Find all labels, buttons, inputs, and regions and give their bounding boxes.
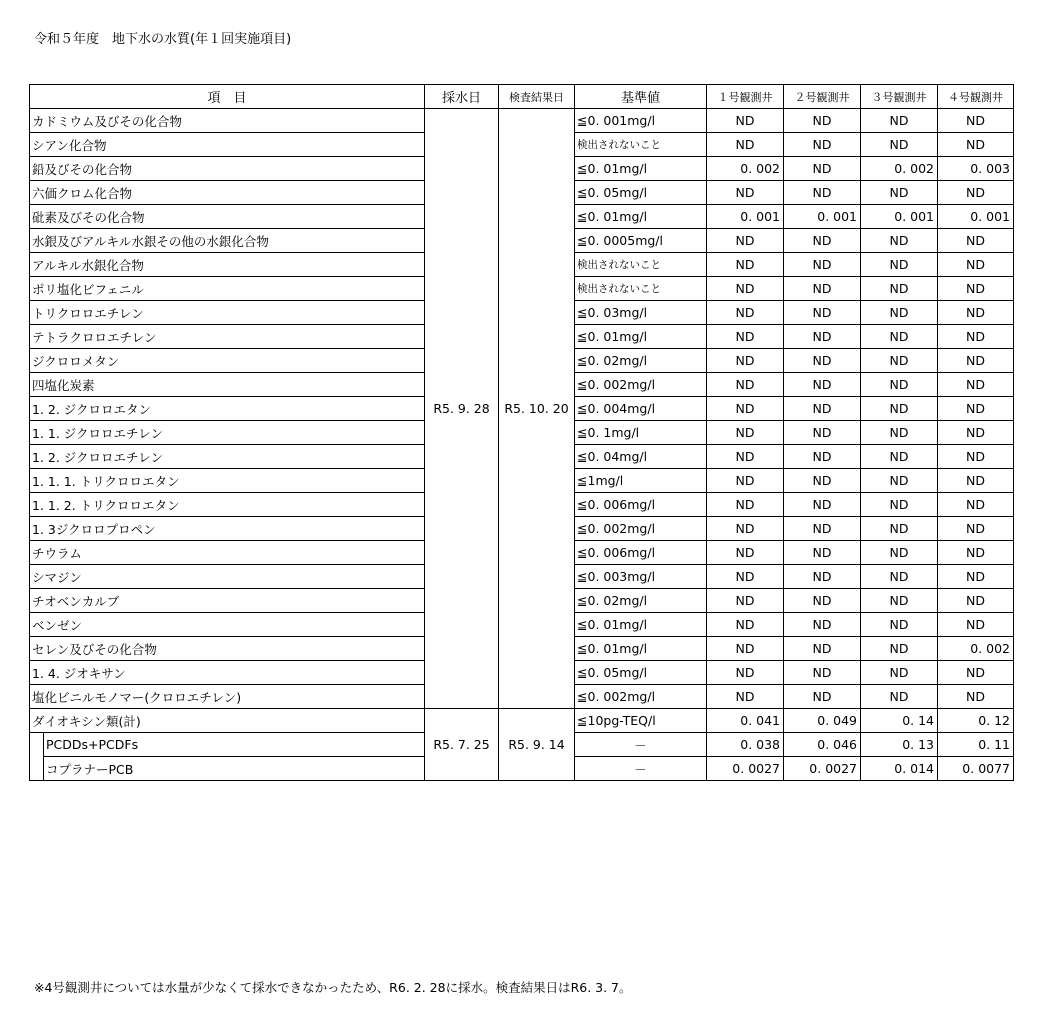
- item-name: チウラム: [30, 541, 425, 565]
- standard-value: ≦0. 01mg/l: [575, 613, 707, 637]
- table-row: [30, 709, 1014, 733]
- well-2-value: ND: [784, 181, 861, 205]
- item-name: 1. 4. ジオキサン: [30, 661, 425, 685]
- well-1-value: ND: [707, 253, 784, 277]
- item-name: カドミウム及びその化合物: [30, 109, 425, 133]
- well-2-value: ND: [784, 445, 861, 469]
- standard-value: ≦0. 05mg/l: [575, 181, 707, 205]
- well-3-value: ND: [861, 661, 938, 685]
- well-2-value: ND: [784, 301, 861, 325]
- well-1-value: ND: [707, 517, 784, 541]
- well-3-value: 0. 13: [861, 733, 938, 757]
- well-4-value: 0. 002: [938, 637, 1014, 661]
- well-1-value: ND: [707, 181, 784, 205]
- well-3-value: ND: [861, 373, 938, 397]
- well-3-value: ND: [861, 325, 938, 349]
- standard-value: ≦0. 003mg/l: [575, 565, 707, 589]
- standard-value: ≦1mg/l: [575, 469, 707, 493]
- item-name: テトラクロロエチレン: [30, 325, 425, 349]
- page-title: 令和５年度 地下水の水質(年１回実施項目): [34, 32, 292, 47]
- well-4-value: ND: [938, 397, 1014, 421]
- standard-value: ≦0. 002mg/l: [575, 373, 707, 397]
- standard-value: ≦0. 01mg/l: [575, 157, 707, 181]
- footnote: ※4号観測井については水量が少なくて採水できなかったため、R6. 2. 28に採水。検査結果日はR6. 3. 7。: [34, 980, 632, 995]
- well-3-value: ND: [861, 181, 938, 205]
- well-2-value: ND: [784, 157, 861, 181]
- item-name: セレン及びその化合物: [30, 637, 425, 661]
- header-item: 項 目: [30, 85, 425, 109]
- well-4-value: ND: [938, 373, 1014, 397]
- item-name: シマジン: [30, 565, 425, 589]
- well-3-value: ND: [861, 301, 938, 325]
- item-name: アルキル水銀化合物: [30, 253, 425, 277]
- standard-value: ≦0. 006mg/l: [575, 493, 707, 517]
- well-3-value: ND: [861, 469, 938, 493]
- item-name: 1. 1. 1. トリクロロエタン: [30, 469, 425, 493]
- item-name: チオベンカルブ: [30, 589, 425, 613]
- result-date: R5. 9. 14: [499, 709, 575, 781]
- well-4-value: ND: [938, 565, 1014, 589]
- well-4-value: ND: [938, 277, 1014, 301]
- well-1-value: ND: [707, 493, 784, 517]
- well-1-value: ND: [707, 661, 784, 685]
- well-4-value: ND: [938, 445, 1014, 469]
- well-4-value: 0. 12: [938, 709, 1014, 733]
- well-3-value: ND: [861, 685, 938, 709]
- well-1-value: ND: [707, 637, 784, 661]
- well-2-value: ND: [784, 493, 861, 517]
- item-name: 1. 2. ジクロロエチレン: [30, 445, 425, 469]
- standard-value: －: [575, 733, 707, 757]
- standard-value: ≦0. 01mg/l: [575, 325, 707, 349]
- item-name: 水銀及びアルキル水銀その他の水銀化合物: [30, 229, 425, 253]
- item-name: 1. 1. 2. トリクロロエタン: [30, 493, 425, 517]
- standard-value: ≦0. 006mg/l: [575, 541, 707, 565]
- standard-value: ≦0. 0005mg/l: [575, 229, 707, 253]
- well-2-value: ND: [784, 373, 861, 397]
- well-1-value: ND: [707, 229, 784, 253]
- well-4-value: ND: [938, 589, 1014, 613]
- well-2-value: ND: [784, 541, 861, 565]
- well-4-value: ND: [938, 181, 1014, 205]
- well-3-value: ND: [861, 493, 938, 517]
- standard-value: ≦0. 02mg/l: [575, 349, 707, 373]
- item-name: ポリ塩化ビフェニル: [30, 277, 425, 301]
- well-2-value: ND: [784, 133, 861, 157]
- well-1-value: ND: [707, 685, 784, 709]
- well-1-value: ND: [707, 349, 784, 373]
- well-3-value: ND: [861, 253, 938, 277]
- result-date: R5. 10. 20: [499, 109, 575, 709]
- item-name: 四塩化炭素: [30, 373, 425, 397]
- well-3-value: ND: [861, 109, 938, 133]
- well-2-value: ND: [784, 397, 861, 421]
- well-4-value: ND: [938, 493, 1014, 517]
- well-3-value: ND: [861, 349, 938, 373]
- well-4-value: ND: [938, 109, 1014, 133]
- water-quality-table: [29, 84, 1014, 781]
- well-1-value: ND: [707, 589, 784, 613]
- well-1-value: ND: [707, 397, 784, 421]
- well-2-value: 0. 001: [784, 205, 861, 229]
- well-4-value: ND: [938, 517, 1014, 541]
- item-name: 六価クロム化合物: [30, 181, 425, 205]
- well-4-value: ND: [938, 685, 1014, 709]
- well-1-value: ND: [707, 325, 784, 349]
- table-header-row: [30, 85, 1014, 109]
- well-1-value: 0. 041: [707, 709, 784, 733]
- well-4-value: 0. 0077: [938, 757, 1014, 781]
- well-2-value: ND: [784, 565, 861, 589]
- well-1-value: ND: [707, 421, 784, 445]
- well-3-value: ND: [861, 541, 938, 565]
- sample-date: R5. 7. 25: [425, 709, 499, 781]
- item-name: シアン化合物: [30, 133, 425, 157]
- well-1-value: ND: [707, 373, 784, 397]
- well-1-value: 0. 038: [707, 733, 784, 757]
- item-name: ベンゼン: [30, 613, 425, 637]
- well-2-value: ND: [784, 229, 861, 253]
- standard-value: ≦0. 05mg/l: [575, 661, 707, 685]
- well-4-value: ND: [938, 325, 1014, 349]
- well-2-value: ND: [784, 421, 861, 445]
- well-4-value: ND: [938, 613, 1014, 637]
- well-1-value: ND: [707, 565, 784, 589]
- header-well-1: １号観測井: [707, 85, 784, 109]
- sub-item-name: PCDDs+PCDFs: [44, 733, 425, 757]
- well-4-value: ND: [938, 133, 1014, 157]
- standard-value: ≦0. 01mg/l: [575, 637, 707, 661]
- well-1-value: ND: [707, 277, 784, 301]
- well-3-value: 0. 001: [861, 205, 938, 229]
- table-body: [30, 109, 1014, 781]
- well-3-value: ND: [861, 277, 938, 301]
- item-name: 1. 3ジクロロプロペン: [30, 517, 425, 541]
- well-2-value: ND: [784, 277, 861, 301]
- well-3-value: 0. 014: [861, 757, 938, 781]
- well-4-value: ND: [938, 253, 1014, 277]
- standard-value: ≦0. 002mg/l: [575, 685, 707, 709]
- well-3-value: ND: [861, 133, 938, 157]
- well-3-value: ND: [861, 445, 938, 469]
- well-4-value: ND: [938, 661, 1014, 685]
- well-4-value: ND: [938, 541, 1014, 565]
- well-1-value: ND: [707, 541, 784, 565]
- well-4-value: 0. 003: [938, 157, 1014, 181]
- well-3-value: ND: [861, 613, 938, 637]
- standard-value: ≦0. 01mg/l: [575, 205, 707, 229]
- well-2-value: ND: [784, 685, 861, 709]
- standard-value: ≦0. 04mg/l: [575, 445, 707, 469]
- well-1-value: 0. 0027: [707, 757, 784, 781]
- sub-item-name: コプラナーPCB: [44, 757, 425, 781]
- well-2-value: 0. 046: [784, 733, 861, 757]
- standard-value: ≦0. 1mg/l: [575, 421, 707, 445]
- item-name: ダイオキシン類(計): [30, 709, 425, 733]
- header-well-4: ４号観測井: [938, 85, 1014, 109]
- well-1-value: 0. 002: [707, 157, 784, 181]
- standard-value: ≦10pg-TEQ/l: [575, 709, 707, 733]
- well-4-value: ND: [938, 349, 1014, 373]
- well-3-value: ND: [861, 637, 938, 661]
- standard-value: －: [575, 757, 707, 781]
- well-1-value: ND: [707, 133, 784, 157]
- item-name: 砒素及びその化合物: [30, 205, 425, 229]
- well-4-value: ND: [938, 421, 1014, 445]
- well-4-value: ND: [938, 301, 1014, 325]
- well-2-value: ND: [784, 349, 861, 373]
- well-2-value: ND: [784, 517, 861, 541]
- well-2-value: ND: [784, 613, 861, 637]
- standard-value: ≦0. 002mg/l: [575, 517, 707, 541]
- well-2-value: ND: [784, 253, 861, 277]
- indent-spacer: [30, 733, 44, 781]
- well-1-value: ND: [707, 445, 784, 469]
- well-3-value: 0. 14: [861, 709, 938, 733]
- well-1-value: ND: [707, 301, 784, 325]
- header-result-date: 検査結果日: [499, 85, 575, 109]
- well-2-value: ND: [784, 109, 861, 133]
- standard-value: ≦0. 001mg/l: [575, 109, 707, 133]
- well-3-value: ND: [861, 421, 938, 445]
- standard-value: 検出されないこと: [575, 133, 707, 157]
- item-name: 1. 2. ジクロロエタン: [30, 397, 425, 421]
- header-sample-date: 採水日: [425, 85, 499, 109]
- well-1-value: ND: [707, 613, 784, 637]
- sample-date: R5. 9. 28: [425, 109, 499, 709]
- standard-value: 検出されないこと: [575, 277, 707, 301]
- well-3-value: ND: [861, 565, 938, 589]
- item-name: 鉛及びその化合物: [30, 157, 425, 181]
- well-2-value: ND: [784, 325, 861, 349]
- well-2-value: ND: [784, 637, 861, 661]
- item-name: 塩化ビニルモノマー(クロロエチレン): [30, 685, 425, 709]
- well-3-value: ND: [861, 229, 938, 253]
- well-2-value: ND: [784, 589, 861, 613]
- item-name: トリクロロエチレン: [30, 301, 425, 325]
- well-2-value: ND: [784, 469, 861, 493]
- well-2-value: 0. 049: [784, 709, 861, 733]
- well-4-value: 0. 001: [938, 205, 1014, 229]
- well-3-value: ND: [861, 517, 938, 541]
- well-1-value: ND: [707, 469, 784, 493]
- header-well-3: ３号観測井: [861, 85, 938, 109]
- well-4-value: ND: [938, 229, 1014, 253]
- item-name: ジクロロメタン: [30, 349, 425, 373]
- well-1-value: ND: [707, 109, 784, 133]
- well-2-value: 0. 0027: [784, 757, 861, 781]
- standard-value: ≦0. 03mg/l: [575, 301, 707, 325]
- well-3-value: ND: [861, 397, 938, 421]
- table-row: [30, 109, 1014, 133]
- well-1-value: 0. 001: [707, 205, 784, 229]
- header-standard: 基準値: [575, 85, 707, 109]
- standard-value: ≦0. 02mg/l: [575, 589, 707, 613]
- well-2-value: ND: [784, 661, 861, 685]
- standard-value: 検出されないこと: [575, 253, 707, 277]
- standard-value: ≦0. 004mg/l: [575, 397, 707, 421]
- well-3-value: 0. 002: [861, 157, 938, 181]
- well-4-value: 0. 11: [938, 733, 1014, 757]
- well-3-value: ND: [861, 589, 938, 613]
- header-well-2: ２号観測井: [784, 85, 861, 109]
- item-name: 1. 1. ジクロロエチレン: [30, 421, 425, 445]
- well-4-value: ND: [938, 469, 1014, 493]
